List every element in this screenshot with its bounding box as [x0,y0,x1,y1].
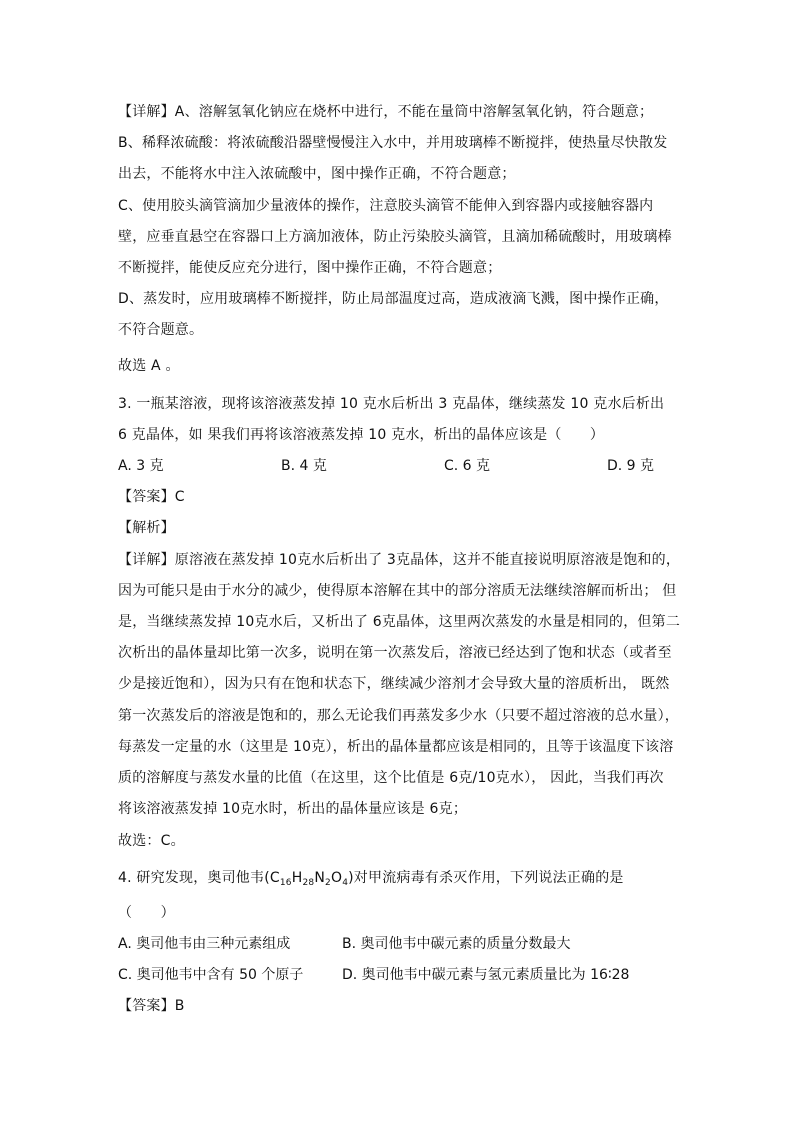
formula-close-paren: ) [348,870,354,886]
formula-element-c: C [269,870,280,886]
q3-analysis-heading: 【解析】 [118,520,175,536]
q3-explanation-line: 每蒸发一定量的水（这里是 10克），析出的晶体量都应该是相同的，且等于该温度下该溶 [118,739,674,755]
q3-stem-line: 3. 一瓶某溶液，现将该溶液蒸发掉 10 克水后析出 3 克晶体，继续蒸发 10 克水后析出 [118,396,665,412]
formula-open-paren: ( [264,870,270,886]
q4-stem-blank: （ ） [118,905,175,921]
q2-explanation-line: C、使用胶头滴管滴加少量液体的操作，注意胶头滴管不能伸入到容器内或接触容器内 [118,198,654,214]
q4-stem-prefix: 4. 研究发现，奥司他韦 [118,870,265,886]
q4-answer: 【答案】B [118,998,185,1014]
q2-explanation-line: 【详解】A、溶解氢氧化钠应在烧杯中进行，不能在量筒中溶解氢氧化钠，符合题意； [118,104,654,120]
q2-explanation-line: B、稀释浓硫酸：将浓硫酸沿器壁慢慢注入水中，并用玻璃棒不断搅拌，使热量尽快散发 [118,135,668,151]
q3-conclusion: 故选：C。 [118,833,185,849]
q2-explanation-line: 壁，应垂直悬空在容器口上方滴加液体，防止污染胶头滴管，且滴加稀硫酸时，用玻璃棒 [118,229,672,245]
q3-option-d: D. 9 克 [607,458,655,474]
q3-option-a: A. 3 克 [118,458,164,474]
q3-explanation-line: 将该溶液蒸发掉 10克水时，析出的晶体量应该是 6克； [118,801,468,817]
q4-option-a: A. 奥司他韦由三种元素组成 [118,936,291,952]
q3-explanation-line: 因为可能只是由于水分的减少，使得原本溶解在其中的部分溶质无法继续溶解而析出； 但 [118,583,677,599]
q3-option-b: B. 4 克 [281,458,327,474]
q4-option-b: B. 奥司他韦中碳元素的质量分数最大 [342,936,571,952]
q2-explanation-line: 出去，不能将水中注入浓硫酸中，图中操作正确，不符合题意； [118,166,516,182]
q4-stem-line [118,868,624,893]
formula-element-n: N [314,870,326,886]
q3-answer: 【答案】C [118,489,185,505]
q3-explanation-line: 第一次蒸发后的溶液是饱和的，那么无论我们再蒸发多少水（只要不超过溶液的总水量）， [118,708,679,724]
formula-element-o: O [330,870,343,886]
q4-stem-suffix: 对甲流病毒有杀灭作用，下列说法正确的是 [353,870,624,886]
q3-explanation-line: 少是接近饱和），因为只有在饱和状态下，继续减少溶剂才会导致大量的溶质析出， 既然 [118,676,670,692]
q4-option-c: C. 奥司他韦中含有 50 个原子 [118,967,304,983]
q2-explanation-line: 不符合题意。 [118,322,204,338]
q4-option-d: D. 奥司他韦中碳元素与氢元素质量比为 16∶28 [342,967,630,983]
formula-subscript-o: 4 [342,878,349,888]
q3-explanation-line: 次析出的晶体量却比第一次多，说明在第一次蒸发后，溶液已经达到了饱和状态（或者至 [118,645,672,661]
formula-subscript-h: 28 [302,878,315,888]
q3-explanation-line: 质的溶解度与蒸发水量的比值（在这里，这个比值是 6克/10克水）， 因此，当我们再次 [118,770,664,786]
q3-stem-line: 6 克晶体，如 果我们再将该溶液蒸发掉 10 克水，析出的晶体应该是（ ） [118,427,605,443]
formula-element-h: H [291,870,303,886]
formula-subscript-c: 16 [279,878,292,888]
chemical-formula [270,870,348,886]
q3-option-c: C. 6 克 [444,458,491,474]
formula-subscript-n: 2 [325,878,331,888]
q3-explanation-line: 【详解】原溶液在蒸发掉 10克水后析出了 3克晶体，这并不能直接说明原溶液是饱和的， [118,552,681,568]
q2-explanation-line: D、蒸发时，应用玻璃棒不断搅拌，防止局部温度过高，造成液滴飞溅，图中操作正确， [118,291,669,307]
q3-explanation-line: 是，当继续蒸发掉 10克水后，又析出了 6克晶体，这里两次蒸发的水量是相同的，但第二 [118,614,681,630]
q2-explanation-line: 不断搅拌，能使反应充分进行，图中操作正确，不符合题意； [118,260,502,276]
q2-conclusion: 故选 A 。 [118,358,180,374]
